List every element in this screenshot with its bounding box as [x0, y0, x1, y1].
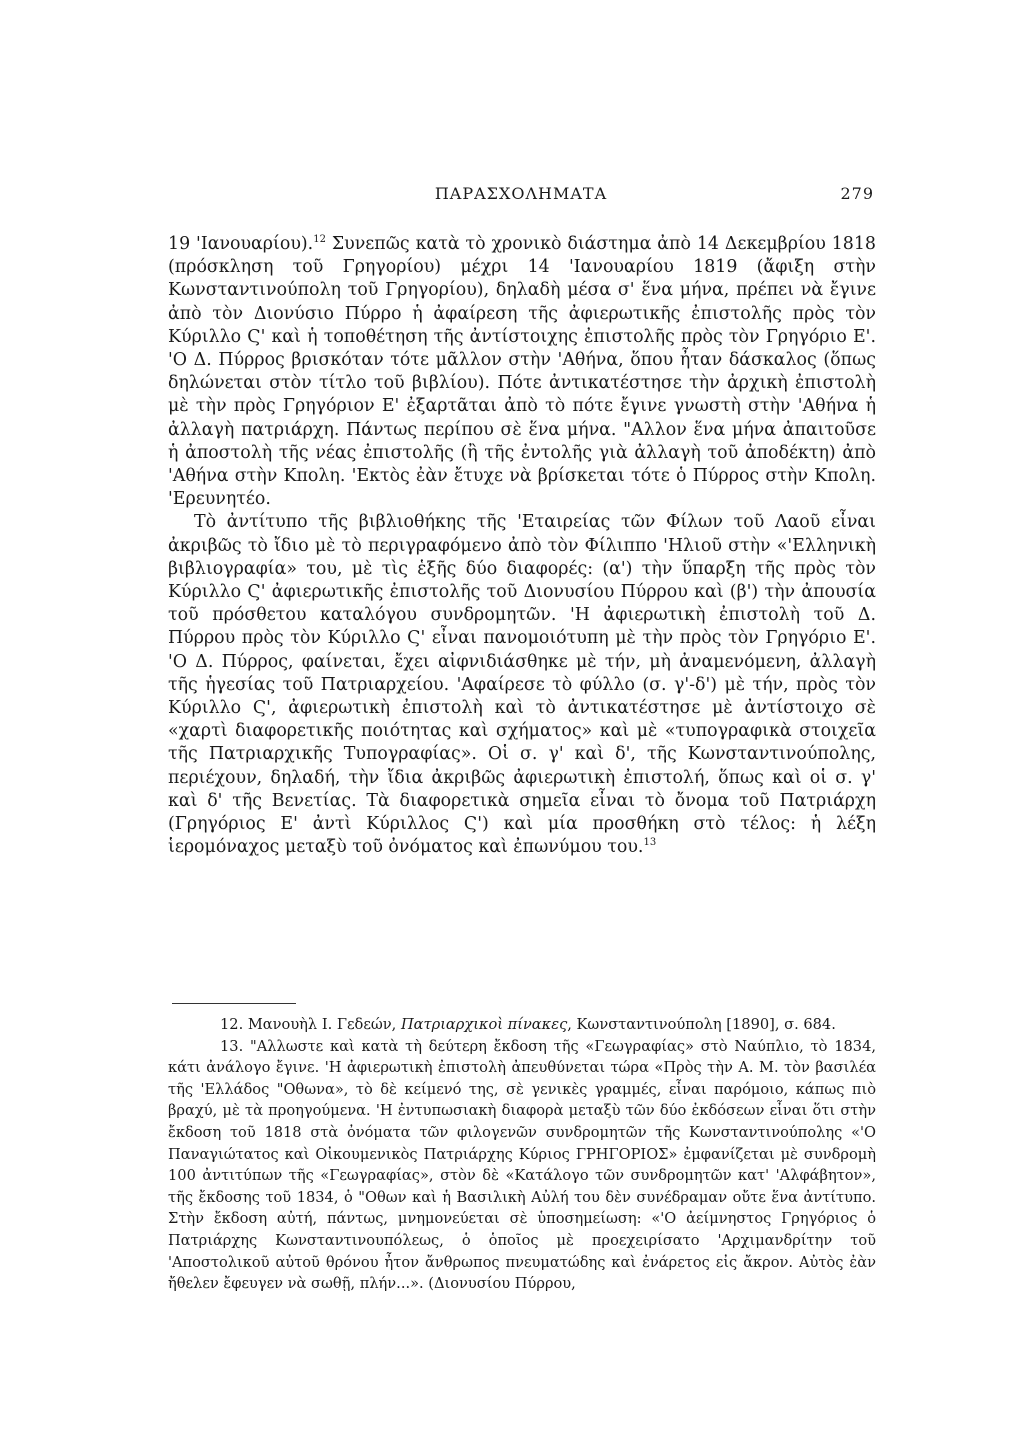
page-number: 279	[840, 184, 874, 203]
paragraph-2-text: Τὸ ἀντίτυπο τῆς βιβλιοθήκης τῆς 'Εταιρείας τῶν Φίλων τοῦ Λαοῦ εἶναι ἀκριβῶς τὸ ἴδιο μὲ τὸ περιγραφόμενο ἀπὸ τὸν Φίλιππο 'Ηλιοῦ στὴν «'Ελληνικὴ βιβλιογραφία» του, μὲ τὶς ἑξῆς δύο διαφορές: (α') τὴν ὕπαρξη τῆς πρὸς τὸν Κύριλλο Ϛ' ἀφιερωτικῆς ἐπιστολῆς τοῦ Διονυσίου Πύρρου καὶ (β') τὴν ἀπουσία τοῦ πρόσθετου καταλόγου συνδρομητῶν. 'Η ἀφιερωτικὴ ἐπιστολὴ τοῦ Δ. Πύρρου πρὸς τὸν Κύριλλο Ϛ' εἶναι πανομοιότυπη μὲ τὴν πρὸς τὸν Γρηγόριο Ε'. 'Ο Δ. Πύρρος, φαίνεται, ἔχει αἰφνιδιάσθηκε μὲ τήν, μὴ ἀναμενόμενη, ἀλλαγὴ τῆς ἡγεσίας τοῦ Πατριαρχείου. 'Αφαίρεσε τὸ φύλλο (σ. γ'-δ') μὲ τήν, πρὸς τὸν Κύριλλο Ϛ', ἀφιερωτικὴ ἐπιστολὴ καὶ τὸ ἀντικατέστησε μὲ ἀντίστοιχο σὲ «χαρτὶ διαφορετικῆς ποιότητας καὶ σχήματος» καὶ μὲ «τυπογραφικὰ στοιχεῖα τῆς Πατριαρχικῆς Τυπογραφίας». Οἱ σ. γ' καὶ δ', τῆς Κωνσταντινούπολης, περιέχουν, δηλαδή, τὴν ἴδια ἀκριβῶς ἀφιερωτικὴ ἐπιστολή, ὅπως καὶ οἱ σ. γ' καὶ δ' τῆς Βενετίας. Τὰ διαφορετικὰ σημεῖα εἶναι τὸ ὄνομα τοῦ Πατριάρχη (Γρηγόριος Ε' ἀντὶ Κύριλλος Ϛ') καὶ μία προσθήκη στὸ τέλος: ἡ λέξη ἱερομόναχος μεταξὺ τοῦ ὀνόματος καὶ ἐπωνύμου του.	[168, 512, 876, 858]
footnotes	[168, 1014, 876, 1295]
footnote-13-number: 13.	[220, 1037, 244, 1055]
running-head	[168, 184, 874, 208]
footnote-12-number: 12.	[220, 1016, 244, 1033]
footnote-12-details: , Κωνσταντινούπολη [1890], σ. 684.	[567, 1016, 836, 1033]
footnote-12	[168, 1014, 876, 1036]
footnote-12-title: Πατριαρχικοὶ πίνακες	[400, 1016, 568, 1033]
paragraph-2	[168, 511, 876, 859]
footnote-12-author: Μανουὴλ Ι. Γεδεών,	[243, 1016, 401, 1033]
paragraph-1-start: 19 'Ιανουαρίου).	[168, 234, 314, 254]
paragraph-1-rest: Συνεπῶς κατὰ τὸ χρονικὸ διάστημα ἀπὸ 14 Δεκεμβρίου 1818 (πρόσκληση τοῦ Γρηγορίου) μέχρι 14 'Ιανουαρίου 1819 (ἄφιξη στὴν Κωνσταντινούπολη τοῦ Γρηγορίου), δηλαδὴ μέσα σ' ἕνα μήνα, πρέπει νὰ ἔγινε ἀπὸ τὸν Διονύσιο Πύρρο ἡ ἀφαίρεση τῆς ἀφιερωτικῆς ἐπιστολῆς πρὸς τὸν Κύριλλο Ϛ' καὶ ἡ τοποθέτηση τῆς ἀντίστοιχης ἐπιστολῆς πρὸς τὸν Γρηγόριο Ε'. 'Ο Δ. Πύρρος βρισκόταν τότε μᾶλλον στὴν 'Αθήνα, ὅπου ἦταν δάσκαλος (ὅπως δηλώνεται στὸν τίτλο τοῦ βιβλίου). Πότε ἀντικατέστησε τὴν ἀρχικὴ ἐπιστολὴ μὲ τὴν πρὸς Γρηγόριον Ε' ἐξαρτᾶται ἀπὸ τὸ πότε ἔγινε γνωστὴ στὴν 'Αθήνα ἡ ἀλλαγὴ πατριάρχη. Πάντως περίπου σὲ ἕνα μήνα. "Αλλον ἕνα μήνα ἀπαιτοῦσε ἡ ἀποστολὴ τῆς νέας ἐπιστολῆς (ἢ τῆς ἐντολῆς γιὰ ἀλλαγὴ τοῦ ἀποδέκτη) ἀπὸ 'Αθήνα στὴν Κπολη. 'Εκτὸς ἐὰν ἔτυχε νὰ βρίσκεται τότε ὁ Πύρρος στὴν Κπολη. 'Ερευνητέο.	[168, 234, 876, 510]
main-text	[168, 233, 876, 859]
footnote-13	[168, 1036, 876, 1295]
footnote-divider	[172, 1003, 296, 1004]
running-title: ΠΑΡΑΣΧΟΛΗΜΑΤΑ	[434, 184, 608, 203]
footnote-ref-12[interactable]: 12	[313, 234, 326, 246]
paragraph-1	[168, 233, 876, 511]
footnote-ref-13[interactable]: 13	[643, 837, 657, 849]
footnote-13-text: "Αλλωστε καὶ κατὰ τὴ δεύτερη ἔκδοση τῆς «Γεωγραφίας» στὸ Ναύπλιο, τὸ 1834, κάτι ἀνάλογο ἔγινε. 'Η ἀφιερωτικὴ ἐπιστολὴ ἀπευθύνεται τώρα «Πρὸς τὴν Α. Μ. τὸν βασιλέα τῆς 'Ελλάδος "Οθωνα», τὸ δὲ κείμενό της, σὲ γενικὲς γραμμές, εἶναι παρόμοιο, κάπως πιὸ βραχύ, μὲ τὰ προηγούμενα. 'Η ἐντυπωσιακὴ διαφορὰ μεταξὺ τῶν δύο ἐκδόσεων εἶναι ὅτι στὴν ἔκδοση τοῦ 1818 στὰ ὀνόματα τῶν φιλογενῶν συνδρομητῶν τῆς Κωνσταντινούπολης «'Ο Παναγιώτατος καὶ Οἰκουμενικὸς Πατριάρχης Κύριος ΓΡΗΓΟΡΙΟΣ» ἐμφανίζεται μὲ συνδρομὴ 100 ἀντιτύπων τῆς «Γεωγραφίας», στὸν δὲ «Κατάλογο τῶν συνδρομητῶν κατ' 'Αλφάβητον», τῆς ἔκδοσης τοῦ 1834, ὁ "Οθων καὶ ἡ Βασιλικὴ Αὐλή του δὲν συνέδραμαν οὔτε ἕνα ἀντίτυπο. Στὴν ἔκδοση αὐτή, πάντως, μνημονεύεται σὲ ὑποσημείωση: «'Ο ἀείμνηστος Γρηγόριος ὁ Πατριάρχης Κωνσταντινουπόλεως, ὁ ὁποῖος μὲ προεχειρίσατο 'Αρχιμανδρίτην τοῦ 'Αποστολικοῦ αὐτοῦ θρόνου ἦτον ἄνθρωπος πνευματώδης καὶ ἐνάρετος εἰς ἄκρον. Αὐτὸς ἐὰν ἤθελεν ἔφευγεν νὰ σωθῇ, πλήν...». (Διονυσίου Πύρρου,	[168, 1037, 876, 1293]
